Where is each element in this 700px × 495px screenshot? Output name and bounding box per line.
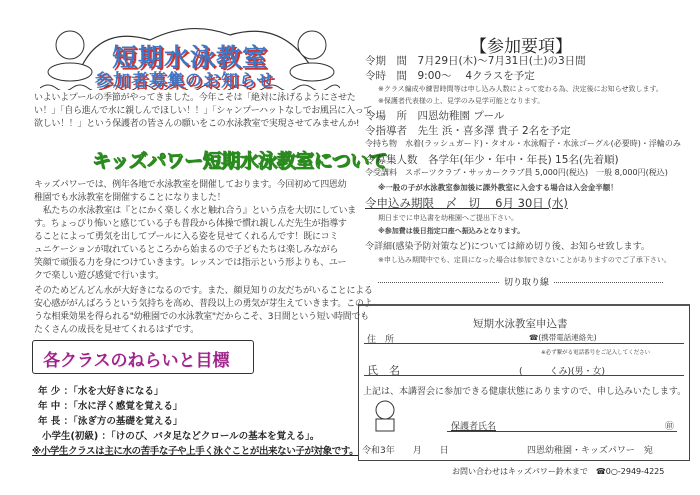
goals-banner: [32, 340, 254, 374]
req-capacity: 令募集人数 各学年(年少・年中・年長) 15名(先着順): [365, 154, 619, 166]
req-note: ※保護者代表様の上、見学のみ見学可能となります。: [378, 97, 545, 105]
req-details: 令詳細(感染予防対策など)については締め切り後、お知らせ致します。: [365, 242, 650, 252]
req-payment-note: ※参加費は後日指定口座へ振込みとなります。: [378, 227, 525, 235]
form-date[interactable]: 令和3年 月 日: [362, 446, 449, 456]
about-line: うな相乗効果を得られる"幼稚園での水泳教室"だからこそ、3日間という短い時間でも: [34, 312, 369, 322]
form-recipient: 四恩幼稚園・キッズパワー 宛: [527, 446, 653, 456]
req-belongings: 令持ち物 水着(ラッシュガード)・タオル・水泳帽子・水泳ゴーグル(必要時)・浮輪のみ: [365, 139, 681, 148]
req-fee-note: ※一般の子が水泳教室参加後に課外教室に入会する場合は入会金半額！: [378, 183, 618, 192]
req-place: 令場 所 四恩幼稚園 プール: [365, 110, 505, 122]
address-field[interactable]: [364, 331, 684, 344]
about-line: キッズパワーでは、例年各地で水泳教室を開催しております。今回初めて四恩幼: [34, 180, 347, 190]
about-line: ュニケーションが取れているところから始まるので子どもたちは楽しみながら: [34, 245, 339, 255]
requirements-heading: 【参加要項】: [470, 37, 572, 57]
about-line: そのためどんどん水が大好きになるのです。また、顔見知りの友だちがいることによる: [34, 286, 373, 296]
application-form: [358, 304, 690, 461]
cut-line-label: 切り取り線: [500, 275, 553, 288]
about-line: クで楽しい遊び感覚で行います。: [34, 271, 164, 281]
contact-footer: お問い合わせはキッズパワー鈴木まで ☎0○-2949-4225: [452, 467, 665, 476]
req-time: 令時 間 9:00～ 4クラスを予定: [365, 70, 535, 82]
intro-line: いよいよプールの季節がやってきました。今年こそは「絶対に泳げるようにさせた: [34, 93, 356, 103]
goals-note: ※小学生クラスは主に水の苦手な子や上手く泳ぐことが出来ない子が対象です。: [32, 446, 359, 457]
guardian-label: 保護者氏名: [451, 422, 497, 432]
req-instructor: 令指導者 先生 浜・喜多澤 貴子 2名を予定: [365, 125, 571, 137]
req-fee: 令受講料 スポーツクラブ・サッカークラブ員 5,000円(税込) 一般 8,000円(税込): [365, 168, 668, 177]
class-gender-field[interactable]: ( くみ)(男・女): [519, 367, 606, 377]
req-deadline-note: 期日までに申込書を幼稚園へご提出下さい。: [378, 214, 518, 222]
about-line: 私たちの水泳教室は『とにかく楽しく水と触れ合う』という点を大切にしていま: [34, 206, 356, 216]
about-line: 稚園でも水泳教室を開催することになりました！: [34, 193, 226, 203]
goal-item: 年 少 ：「水を大好きになる」: [38, 386, 164, 397]
goals-heading: 各クラスのねらいと目標: [43, 351, 230, 371]
form-title: 短期水泳教室申込書: [473, 318, 568, 330]
req-period: 令期 間 7月29日(木)～7月31日(土)の3日間: [365, 55, 586, 67]
phone-note: ※必ず繋がる電話番号をご記入してください: [541, 350, 651, 356]
about-heading: キッズパワー短期水泳教室について: [92, 150, 388, 172]
about-line: 安心感ががんばろうという気持ちを高め、普段以上の勇気が芽生えていきます。このよ: [34, 299, 373, 309]
goal-item: 小学生(初級) ：「けのび、バタ足などクロールの基本を覚える」。: [42, 431, 320, 442]
req-deadline: 令申込み期限 〆 切 6月 30日 (水): [365, 196, 568, 210]
page-subtitle: 参加者募集のお知らせ: [95, 71, 275, 91]
form-statement: 上記は、本講習会に参加できる健康状態にありますので、申し込みいたします。: [363, 387, 687, 397]
about-line: す。ちょっぴり怖いと感じている子も普段から体操で慣れ親しんだ先生が指導す: [34, 219, 347, 229]
about-line: 笑顔で頑張る力を身につけていきます。レッスンでは指示という形よりも、ユー: [34, 258, 347, 268]
goal-item: 年 長 ：「泳ぎ方の基礎を覚える」: [38, 416, 183, 427]
req-note: ※クラス編成や練習時間等は申し込み人数によって変わる為、決定後にお知らせ致します。: [378, 85, 663, 93]
req-capacity-note: ※申し込み期間中でも、定員になった場合は参加できないことがありますのでご了承下さい。: [378, 256, 671, 264]
child-illustration-icon: [367, 398, 407, 438]
page-title: 短期水泳教室: [112, 43, 269, 72]
phone-label: ☎(携帯電話連絡先): [529, 333, 597, 342]
intro-line: い！」「自ら進んで水に親しんでほしい！！」「シャンプーハットなしでお風呂に入って: [34, 106, 373, 116]
goal-item: 年 中 ：「水に浮く感覚を覚える」: [38, 401, 183, 412]
about-line: ることによって勇気を出してプールに入る姿を見せてくれるんです！既にコミ: [34, 232, 339, 242]
intro-line: 欲しい！！」という保護者の皆さんの願いをこの水泳教室で実現させてみませんか!: [34, 119, 360, 129]
address-label: 住 所: [367, 335, 395, 345]
about-line: たくさんの成長を見せてくれるはずです。: [34, 325, 199, 335]
seal-mark: ㊞: [665, 422, 675, 432]
name-label: 氏 名: [367, 364, 400, 377]
